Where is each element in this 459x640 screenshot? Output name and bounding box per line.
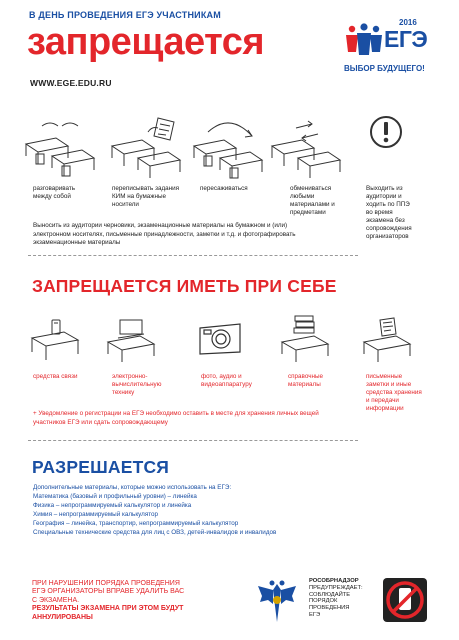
allowed-line: Математика (базовый и профильный уровни) – линейка xyxy=(33,493,197,500)
forbidden-action-label: пересаживаться xyxy=(200,185,248,192)
warning-line: РЕЗУЛЬТАТЫ ЭКЗАМЕНА ПРИ ЭТОМ БУДУТ xyxy=(32,605,184,613)
allowed-intro: Дополнительные материалы, которые можно использовать на ЕГЭ: xyxy=(33,484,232,491)
removal-note: Выносить из аудитории черновики, экзаменационные материалы на бумажном и (или) электронном носителях, письменные принадлежности, заметки и т.д. и фотографировать экзаменационные материалы xyxy=(33,222,296,247)
divider xyxy=(28,440,358,441)
logo-slogan: ВЫБОР БУДУЩЕГО! xyxy=(344,64,425,73)
forbidden-items-heading: ЗАПРЕЩАЕТСЯ ИМЕТЬ ПРИ СЕБЕ xyxy=(32,276,337,296)
allowed-line: Химия – непрограммируемый калькулятор xyxy=(33,511,159,518)
rosob-line: СОБЛЮДАЙТЕ xyxy=(309,591,351,598)
eagle-emblem-icon xyxy=(256,578,298,626)
exclamation-circle-icon xyxy=(368,114,404,150)
desk-computer-icon xyxy=(104,316,160,364)
forbidden-item-label: фото, аудио и видеоаппаратуру xyxy=(201,373,252,388)
warning-line: АННУЛИРОВАНЫ xyxy=(32,613,93,621)
forbidden-item-label: средства связи xyxy=(33,373,78,380)
logo-name: ЕГЭ xyxy=(384,26,428,52)
rosobrnadzor-notice xyxy=(309,578,377,619)
rosob-line: ПРЕДУПРЕЖДАЕТ: xyxy=(309,584,363,591)
desks-talking-icon xyxy=(22,112,102,180)
rosob-line: ЕГЭ xyxy=(309,611,321,618)
desk-books-icon xyxy=(278,312,334,364)
allowed-line: Специальные технические средства для лиц с ОВЗ, детей-инвалидов и инвалидов xyxy=(33,529,277,536)
violation-warning xyxy=(32,580,202,622)
registration-notice: + Уведомление о регистрации на ЕГЭ необходимо оставить в месте для хранения личных вещей участников ЕГЭ или сдать сопровождающему xyxy=(33,410,319,426)
warning-line: С ЭКЗАМЕНА. xyxy=(32,596,80,604)
header-supertitle: В ДЕНЬ ПРОВЕДЕНИЯ ЕГЭ УЧАСТНИКАМ xyxy=(29,10,221,20)
forbidden-item-label: письменные заметки и иные средства хранения и передачи информации xyxy=(366,373,422,412)
ege-logo xyxy=(344,12,444,72)
forbidden-action-label: Выходить из аудитории и ходить по ППЭ во время экзамена без сопровождения организаторов xyxy=(366,185,412,240)
allowed-line: Физика – непрограммируемый калькулятор и линейка xyxy=(33,502,192,509)
desk-phone-icon xyxy=(28,316,84,364)
site-url[interactable]: WWW.EGE.EDU.RU xyxy=(30,78,112,88)
warning-line: ПРИ НАРУШЕНИИ ПОРЯДКА ПРОВЕДЕНИЯ xyxy=(32,580,180,587)
ege-people-icon xyxy=(344,20,384,60)
forbidden-action-label: переписывать задания КИМ на бумажные носители xyxy=(112,185,180,208)
rosob-line: РОСОБРНАДЗОР xyxy=(309,578,359,584)
page-title: запрещается xyxy=(27,21,265,63)
forbidden-item-label: электронно-вычислительную технику xyxy=(112,373,162,396)
divider xyxy=(28,255,358,256)
allowed-heading: РАЗРЕШАЕТСЯ xyxy=(32,457,170,477)
warning-line: ЕГЭ ОРГАНИЗАТОРЫ ВПРАВЕ УДАЛИТЬ ВАС xyxy=(32,588,185,596)
forbidden-action-label: разговаривать между собой xyxy=(33,185,76,200)
forbidden-item-label: справочные материалы xyxy=(288,373,323,388)
desks-exchanging-icon xyxy=(268,112,348,180)
no-phone-icon xyxy=(382,577,428,623)
forbidden-action-label: обмениваться любыми материалами и предметами xyxy=(290,185,335,216)
logo-year: 2016 xyxy=(399,18,417,27)
desk-notes-icon xyxy=(360,314,416,364)
camera-icon xyxy=(196,318,244,358)
desks-copying-icon xyxy=(108,112,188,180)
rosob-line: ПОРЯДОК xyxy=(309,598,338,605)
desks-switching-seats-icon xyxy=(190,112,270,180)
rosob-line: ПРОВЕДЕНИЯ xyxy=(309,605,350,612)
allowed-line: География – линейка, транспортир, непрограммируемый калькулятор xyxy=(33,520,239,527)
